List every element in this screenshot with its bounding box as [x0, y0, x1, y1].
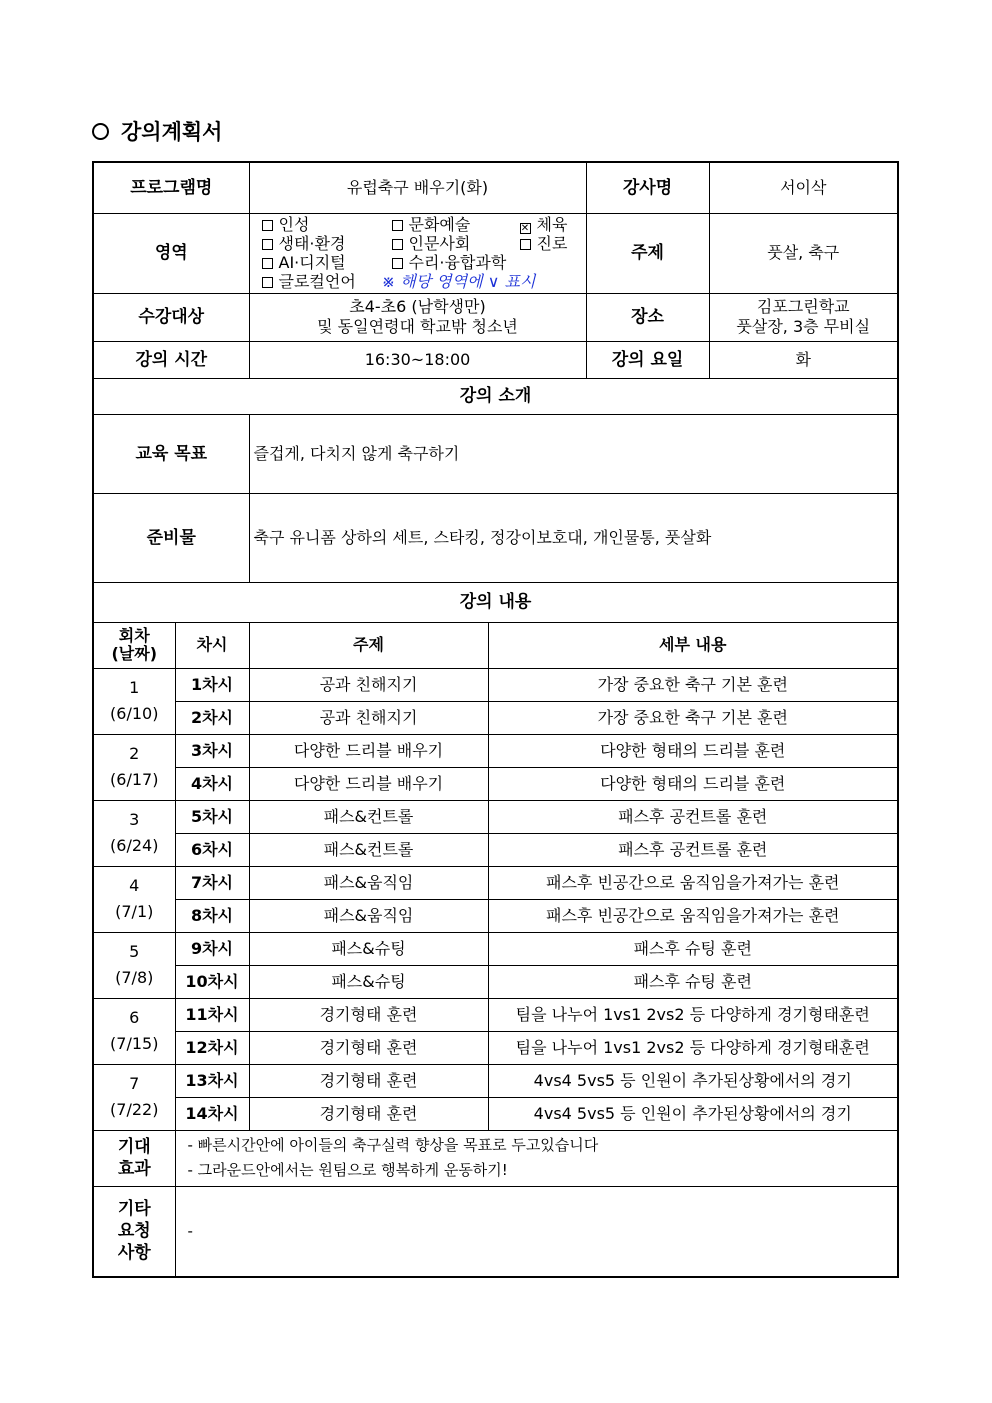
effects-line2: - 그라운드안에서는 원팀으로 행복하게 운동하기! [187, 1161, 508, 1179]
detail-cell: 가장 중요한 축구 기본 훈련 [488, 701, 898, 734]
session-cell: 14차시 [175, 1097, 249, 1130]
table-row [93, 998, 898, 1031]
area-note: ※ 해당 영역에 ∨ 표시 [381, 272, 536, 291]
area-option[interactable]: 문화예술 [392, 215, 471, 234]
detail-cell: 가장 중요한 축구 기본 훈련 [488, 668, 898, 701]
session-cell: 7차시 [175, 866, 249, 899]
program-value: 유럽축구 배우기(화) [249, 162, 586, 213]
area-option[interactable]: 인문사회 [392, 234, 471, 253]
area-option[interactable]: 글로컬언어 [262, 272, 356, 291]
detail-cell: 패스후 슈팅 훈련 [488, 965, 898, 998]
checkbox-icon [262, 277, 273, 288]
round-number: 1 [129, 678, 140, 697]
area-option[interactable]: 생태·환경 [262, 234, 346, 253]
requests-value: - [175, 1186, 898, 1277]
session-cell: 9차시 [175, 932, 249, 965]
detail-cell: 패스후 슈팅 훈련 [488, 932, 898, 965]
area-checklist [249, 213, 586, 293]
session-cell: 12차시 [175, 1031, 249, 1064]
table-row [93, 668, 898, 701]
session-cell: 6차시 [175, 833, 249, 866]
area-option[interactable]: AI·디지털 [262, 253, 346, 272]
col-round-header: 회차 (날짜) [93, 622, 175, 668]
area-option[interactable]: ✕ 체육 [520, 215, 568, 234]
table-row [93, 800, 898, 833]
table-row [93, 965, 898, 998]
area-label: 영역 [93, 213, 249, 293]
topic-cell: 경기형태 훈련 [249, 1064, 488, 1097]
topic-cell: 패스&움직임 [249, 899, 488, 932]
session-cell: 11차시 [175, 998, 249, 1031]
col-detail-header: 세부 내용 [488, 622, 898, 668]
area-option[interactable]: 수리·융합과학 [392, 253, 507, 272]
round-date: (7/15) [110, 1034, 159, 1053]
table-row [93, 701, 898, 734]
area-option[interactable]: 인성 [262, 215, 310, 234]
topic-cell: 패스&컨트롤 [249, 833, 488, 866]
table-row [93, 1031, 898, 1064]
materials-label: 준비물 [93, 493, 249, 582]
round-number: 3 [129, 810, 140, 829]
place-label: 장소 [586, 293, 709, 341]
topic-cell: 경기형태 훈련 [249, 1031, 488, 1064]
col-session-header: 차시 [175, 622, 249, 668]
round-date: (6/17) [110, 770, 159, 789]
place-value [709, 293, 898, 341]
round-date: (7/1) [115, 902, 154, 921]
table-row [93, 899, 898, 932]
round-number: 4 [129, 876, 140, 895]
detail-cell: 패스후 공컨트롤 훈련 [488, 800, 898, 833]
round-number: 5 [129, 942, 140, 961]
session-cell: 5차시 [175, 800, 249, 833]
table-row [93, 833, 898, 866]
area-option[interactable]: 진로 [520, 234, 568, 253]
topic-cell: 다양한 드리블 배우기 [249, 734, 488, 767]
topic-cell: 패스&슈팅 [249, 965, 488, 998]
topic-cell: 패스&슈팅 [249, 932, 488, 965]
round-date: (7/8) [115, 968, 154, 987]
target-line1: 초4-초6 (남학생만) [349, 297, 486, 316]
round-cell [93, 866, 175, 932]
instructor-label: 강사명 [586, 162, 709, 213]
session-cell: 13차시 [175, 1064, 249, 1097]
table-row [93, 1097, 898, 1130]
detail-cell: 패스후 빈공간으로 움직임을가져가는 훈련 [488, 899, 898, 932]
topic-cell: 패스&컨트롤 [249, 800, 488, 833]
checkbox-icon [262, 220, 273, 231]
topic-cell: 다양한 드리블 배우기 [249, 767, 488, 800]
table-row [93, 734, 898, 767]
checkbox-icon [392, 258, 403, 269]
target-value [249, 293, 586, 341]
place-line1: 김포그린학교 [756, 297, 850, 316]
round-cell [93, 734, 175, 800]
topic-cell: 공과 친해지기 [249, 668, 488, 701]
checkbox-icon [262, 239, 273, 250]
session-cell: 3차시 [175, 734, 249, 767]
effects-line1: - 빠른시간안에 아이들의 축구실력 향상을 목표로 두고있습니다 [187, 1136, 599, 1154]
detail-cell: 팀을 나누어 1vs1 2vs2 등 다양하게 경기형태훈련 [488, 998, 898, 1031]
round-cell [93, 932, 175, 998]
round-date: (6/24) [110, 836, 159, 855]
detail-cell: 다양한 형태의 드리블 훈련 [488, 734, 898, 767]
round-number: 2 [129, 744, 140, 763]
table-row [93, 1064, 898, 1097]
topic-cell: 패스&움직임 [249, 866, 488, 899]
content-section-title: 강의 내용 [93, 582, 898, 622]
materials-value: 축구 유니폼 상하의 세트, 스타킹, 정강이보호대, 개인물통, 풋살화 [249, 493, 898, 582]
topic-label: 주제 [586, 213, 709, 293]
topic-cell: 경기형태 훈련 [249, 1097, 488, 1130]
target-line2: 및 동일연령대 학교밖 청소년 [317, 317, 518, 336]
round-cell [93, 1064, 175, 1130]
place-line2: 풋살장, 3층 무비실 [736, 317, 871, 336]
session-cell: 2차시 [175, 701, 249, 734]
table-row [93, 932, 898, 965]
goal-label: 교육 목표 [93, 414, 249, 493]
lecture-plan-table [92, 161, 899, 1278]
table-row [93, 767, 898, 800]
checkbox-icon [520, 239, 531, 250]
day-label: 강의 요일 [586, 341, 709, 378]
instructor-value: 서이삭 [709, 162, 898, 213]
detail-cell: 패스후 공컨트롤 훈련 [488, 833, 898, 866]
intro-section-title: 강의 소개 [93, 378, 898, 414]
table-row [93, 866, 898, 899]
time-value: 16:30~18:00 [249, 341, 586, 378]
topic-cell: 경기형태 훈련 [249, 998, 488, 1031]
session-cell: 1차시 [175, 668, 249, 701]
time-label: 강의 시간 [93, 341, 249, 378]
requests-label: 기타 요청 사항 [93, 1186, 175, 1277]
checkbox-icon [392, 239, 403, 250]
col-topic-header: 주제 [249, 622, 488, 668]
detail-cell: 다양한 형태의 드리블 훈련 [488, 767, 898, 800]
detail-cell: 4vs4 5vs5 등 인원이 추가된상황에서의 경기 [488, 1064, 898, 1097]
circle-bullet-icon [92, 123, 109, 140]
checkbox-icon [262, 258, 273, 269]
checked-box-icon: ✕ [520, 223, 530, 234]
checkbox-icon [392, 220, 403, 231]
topic-value: 풋살, 축구 [709, 213, 898, 293]
goal-value: 즐겁게, 다치지 않게 축구하기 [249, 414, 898, 493]
effects-label: 기대 효과 [93, 1130, 175, 1186]
session-cell: 4차시 [175, 767, 249, 800]
effects-value [175, 1130, 898, 1186]
detail-cell: 4vs4 5vs5 등 인원이 추가된상황에서의 경기 [488, 1097, 898, 1130]
session-cell: 10차시 [175, 965, 249, 998]
detail-cell: 패스후 빈공간으로 움직임을가져가는 훈련 [488, 866, 898, 899]
round-cell [93, 800, 175, 866]
page-title-text: 강의계획서 [121, 120, 223, 144]
round-number: 6 [129, 1008, 140, 1027]
session-cell: 8차시 [175, 899, 249, 932]
detail-cell: 팀을 나누어 1vs1 2vs2 등 다양하게 경기형태훈련 [488, 1031, 898, 1064]
round-date: (7/22) [110, 1100, 159, 1119]
program-label: 프로그램명 [93, 162, 249, 213]
target-label: 수강대상 [93, 293, 249, 341]
round-number: 7 [129, 1074, 140, 1093]
round-cell [93, 998, 175, 1064]
day-value: 화 [709, 341, 898, 378]
topic-cell: 공과 친해지기 [249, 701, 488, 734]
round-cell [93, 668, 175, 734]
page-title [92, 116, 222, 146]
round-date: (6/10) [110, 704, 159, 723]
